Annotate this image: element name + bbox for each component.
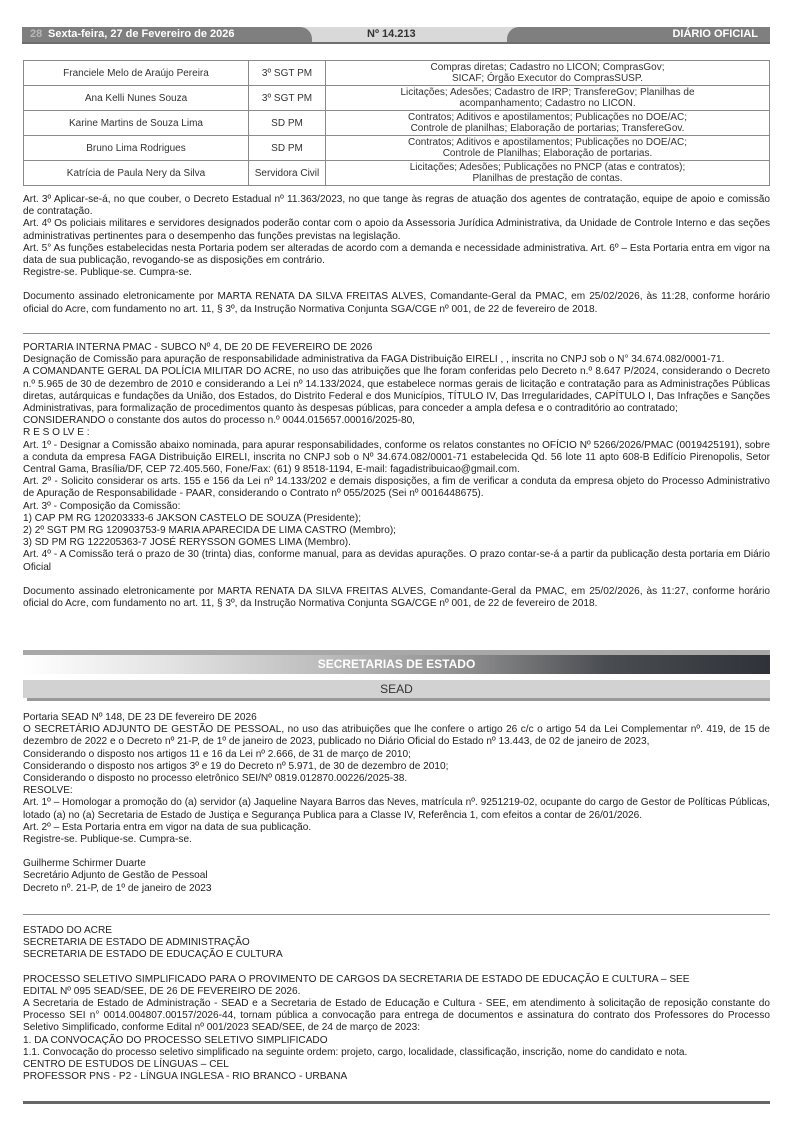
duties-line: Planilhas de prestação de contas. xyxy=(472,173,623,184)
page-header xyxy=(22,27,770,44)
duties-line: Controle de Planilhas; Elaboração de portarias. xyxy=(442,148,653,159)
duties-line: acompanhamento; Cadastro no LICON. xyxy=(459,98,636,109)
signer-role: Secretário Adjunto de Gestão de Pessoal xyxy=(23,870,208,882)
name-cell: Franciele Melo de Araújo Pereira xyxy=(24,61,249,86)
commission-member: 2) 2º SGT PM RG 120903753-9 MARIA APARECIDA DE LIMA CASTRO (Membro); xyxy=(23,525,396,537)
closing-formula: Registre-se. Publique-se. Cumpra-se. xyxy=(23,834,192,846)
table-row xyxy=(24,61,770,86)
duties-cell xyxy=(326,161,770,186)
considerando: Considerando o disposto nos artigos 3º e 19 do Decreto nº 5.971, de 30 de dezembro de 2010; xyxy=(23,760,449,772)
article-1: Art. 1º - Designar a Comissão abaixo nominada, para apurar responsabilidades, conforme os relatos constantes no OFÍCIO Nº 5266/2026/PMAC (0019425191), sobre a conduta da empresa FAGA Distribuição EIRELI, inscrita no CNPJ sob o Nº 34.674.082/0001-71 estabelecida Qd. 56 lote 11 apto 608-B Edifício Pirenopolis, Setor Central Gama, Brasília/DF, CEP 72.405.560, Fone/Fax: (61) 9 8518-1194, E-mail: fagadistribuicao@gmail.com. xyxy=(23,439,770,476)
section-divider xyxy=(23,914,770,915)
portaria-preamble: A COMANDANTE GERAL DA POLÍCIA MILITAR DO ACRE, no uso das atribuições que lhe foram conferidas pelo Decreto n.º 8.647 P/2024, considerando o Decreto n.º 5.965 de 30 de dezembro de 2010 e considerando a Lei nº 14.133/2024, que estabelece normas gerais de licitação e contratação para as Administrações Públicas diretas, autárquicas e fundações da União, dos Estados, do Distrito Federal e dos Municípios, TÍTULO IV, Das Irregularidades, CAPÍTULO I, Das Infrações e Sanções Administrativas, para formalização de procedimentos quanto às despesas públicas, para conceder a ampla defesa e o contraditório ao contratado; xyxy=(23,366,770,415)
portaria-sead-block xyxy=(23,712,770,895)
edital-item: 1. DA CONVOCAÇÃO DO PROCESSO SELETIVO SIMPLIFICADO xyxy=(23,1034,328,1046)
article-4: Art. 4º Os policiais militares e servidores designados poderão contar com o apoio da Assessoria Jurídica Administrativa, da Unidade de Controle Interno e das seções administrativas pertinentes para o desempenho das funções previstas na legislação. xyxy=(23,218,770,242)
electronic-signature: Documento assinado eletronicamente por MARTA RENATA DA SILVA FREITAS ALVES, Comandante-Geral da PMAC, em 25/02/2026, às 11:27, conforme horário oficial do Acre, com fundamento no art. 11, § 3º, da Instrução Normativa Conjunta SGA/CGE nº 001, de 22 de fevereiro de 2018. xyxy=(23,585,770,610)
edital-block xyxy=(23,925,770,1083)
article-1: Art. 1º – Homologar a promoção do (a) servidor (a) Jaqueline Nayara Barros das Neves, matrícula nº. 9251219-02, ocupante do cargo de Gestor de Políticas Públicas, lotado (a) no (a) Secretaria de Estado de Justiça e Segurança Publica para a Classe IV, Referência 1, com efeitos a contar de 26/01/2026. xyxy=(23,797,770,821)
signer-decree: Decreto nº. 21-P, de 1º de janeiro de 2023 xyxy=(23,882,212,894)
article-2: Art. 2º – Esta Portaria entra em vigor na data de sua publicação. xyxy=(23,821,312,833)
duties-cell xyxy=(326,61,770,86)
table-row xyxy=(24,136,770,161)
duties-line: Contratos; Aditivos e apostilamentos; Publicações no DOE/AC; xyxy=(407,112,688,123)
duties-cell xyxy=(326,136,770,161)
resolve-heading: RESOLVE: xyxy=(23,785,73,797)
portaria-pmac-block xyxy=(23,342,770,610)
article-3: Art. 3º - Composição da Comissão: xyxy=(23,500,181,512)
duties-line: SICAF; Órgão Executor do ComprasSUSP. xyxy=(451,73,643,84)
rank-cell: SD PM xyxy=(249,136,326,161)
closing-formula: Registre-se. Publique-se. Cumpra-se. xyxy=(23,267,192,279)
duties-line: Controle de planilhas; Elaboração de portarias; TransfereGov. xyxy=(410,123,685,134)
org-line: ESTADO DO ACRE xyxy=(23,925,112,936)
section-title: SECRETARIAS DE ESTADO xyxy=(23,655,770,674)
edital-center: CENTRO DE ESTUDOS DE LÍNGUAS – CEL xyxy=(23,1059,229,1071)
edital-body: A Secretaria de Estado de Administração - SEAD e a Secretaria de Estado de Educação e Cultura - SEE, em atendimento à solicitação de reposição constante do Processo SEI n° 0014.004807.00157/2026-44, tornam pública a convocação para entrega de documentos e assinatura do contrato dos Professores do Processo Seletivo Simplificado, conforme Edital nº 001/2023 SEAD/SEE, de 24 de março de 2023: xyxy=(23,998,770,1034)
rank-cell: Servidora Civil xyxy=(249,161,326,186)
org-line: SECRETARIA DE ESTADO DE EDUCAÇÃO E CULTURA xyxy=(23,949,283,961)
name-cell: Ana Kelli Nunes Souza xyxy=(24,86,249,111)
portaria-title: Portaria SEAD Nº 148, DE 23 DE fevereiro DE 2026 xyxy=(23,712,257,723)
rank-cell: 3º SGT PM xyxy=(249,61,326,86)
roles-table xyxy=(23,60,770,186)
table-row xyxy=(24,161,770,186)
duties-line: Licitações; Adesões; Publicações no PNCP (atas e contratos); xyxy=(409,162,686,173)
rank-cell: 3º SGT PM xyxy=(249,86,326,111)
article-5-6: Art. 5° As funções estabelecidas nesta Portaria podem ser alteradas de acordo com a demanda e necessidade administrativa. Art. 6º – Esta Portaria entra em vigor na data de sua publicação, revogando-se as disposições em contrário. xyxy=(23,242,770,267)
duties-cell xyxy=(326,111,770,136)
duties-line: Contratos; Aditivos e apostilamentos; Publicações no DOE/AC; xyxy=(407,137,688,148)
considerando: CONSIDERANDO o constante dos autos do processo n.º 0044.015657.00016/2025-80, xyxy=(23,415,415,427)
portaria-title: PORTARIA INTERNA PMAC - SUBCO Nº 4, DE 20 DE FEVEREIRO DE 2026 xyxy=(23,342,373,353)
publication-title: DIÁRIO OFICIAL xyxy=(672,28,758,40)
considerando: Considerando o disposto nos artigos 11 e 16 da Lei nº 2.666, de 31 de março de 2010; xyxy=(23,748,411,760)
duties-line: Compras diretas; Cadastro no LICON; ComprasGov; xyxy=(430,62,665,73)
duties-line: Licitações; Adesões; Cadastro de IRP; TransfereGov; Planilhas de xyxy=(400,87,695,98)
duties-cell xyxy=(326,86,770,111)
considerando: Considerando o disposto no processo eletrônico SEI/Nº 0819.012870.00226/2025-38. xyxy=(23,773,408,785)
edital-position: PROFESSOR PNS - P2 - LÍNGUA INGLESA - RIO BRANCO - URBANA xyxy=(23,1071,348,1083)
name-cell: Katrícia de Paula Nery da Silva xyxy=(24,161,249,186)
commission-member: 3) SD PM RG 122205363-7 JOSÉ RERYSSON GOMES LIMA (Membro). xyxy=(23,537,351,549)
electronic-signature: Documento assinado eletronicamente por MARTA RENATA DA SILVA FREITAS ALVES, Comandante-Geral da PMAC, em 25/02/2026, às 11:28, conforme horário oficial do Acre, com fundamento no art. 11, § 3º, da Instrução Normativa Conjunta SGA/CGE nº 001, de 22 de fevereiro de 2018. xyxy=(23,291,770,315)
edital-subitem: 1.1. Convocação do processo seletivo simplificado na seguinte ordem: projeto, cargo, localidade, classificação, inscrição, nome do candidato e nota. xyxy=(23,1046,688,1058)
page-bottom-rule xyxy=(23,1101,770,1104)
table-row xyxy=(24,111,770,136)
issue-date: Sexta-feira, 27 de Fevereiro de 2026 xyxy=(48,28,235,40)
page-number: 28 xyxy=(30,28,43,40)
article-2: Art. 2º - Solicito considerar os arts. 155 e 156 da Lei nº 14.133/202 e demais disposições, a fim de verificar a conduta da empresa objeto do Processo Administrativo de Apuração de Responsabilidade - PAAR, considerando o Contrato nº 055/2025 (Sei nº 0016448675). xyxy=(23,476,770,500)
table-row xyxy=(24,86,770,111)
section-subtitle: SEAD xyxy=(23,680,770,698)
signer-name: Guilherme Schirmer Duarte xyxy=(23,858,146,870)
portaria-preamble: O SECRETÁRIO ADJUNTO DE GESTÃO DE PESSOAL, no uso das atribuições que lhe confere o artigo 26 c/c o artigo 54 da Lei Complementar nº. 419, de 15 de dezembro de 2022 e o Decreto nº 21-P, de 1º de janeiro de 2023, publicado no Diário Oficial do Estado nº 13.443, de 02 de janeiro de 2023, xyxy=(23,724,770,748)
article-4: Art. 4º - A Comissão terá o prazo de 30 (trinta) dias, conforme manual, para as devidas apurações. O prazo contar-se-á a partir da publicação desta portaria em Diário Oficial xyxy=(23,549,770,573)
edital-title: PROCESSO SELETIVO SIMPLIFICADO PARA O PROVIMENTO DE CARGOS DA SECRETARIA DE ESTADO DE EDUCAÇÃO E CULTURA – SEE xyxy=(23,973,690,985)
article-3: Art. 3º Aplicar-se-á, no que couber, o Decreto Estadual nº 11.363/2023, no que tange às regras de atuação dos agentes de contratação, equipe de apoio e comissão de contratação. xyxy=(23,194,770,218)
edition-number: Nº 14.213 xyxy=(367,28,416,40)
org-line: SECRETARIA DE ESTADO DE ADMINISTRAÇÃO xyxy=(23,937,250,949)
section-subtitle-shadow xyxy=(27,698,770,701)
rank-cell: SD PM xyxy=(249,111,326,136)
portaria-articles-block xyxy=(23,194,770,316)
section-divider xyxy=(23,333,770,334)
commission-member: 1) CAP PM RG 120203333-6 JAKSON CASTELO DE SOUZA (Presidente); xyxy=(23,512,362,524)
name-cell: Bruno Lima Rodrigues xyxy=(24,136,249,161)
edital-number: EDITAL Nº 095 SEAD/SEE, DE 26 DE FEVEREIRO DE 2026. xyxy=(23,985,301,997)
name-cell: Karine Martins de Souza Lima xyxy=(24,111,249,136)
header-underline xyxy=(22,42,770,44)
portaria-subject: Designação de Comissão para apuração de responsabilidade administrativa da FAGA Distribuição EIRELI , , inscrita no CNPJ sob o N° 34.674.082/0001-71. xyxy=(23,354,725,366)
resolve-heading: R E S O LV E : xyxy=(23,427,90,439)
